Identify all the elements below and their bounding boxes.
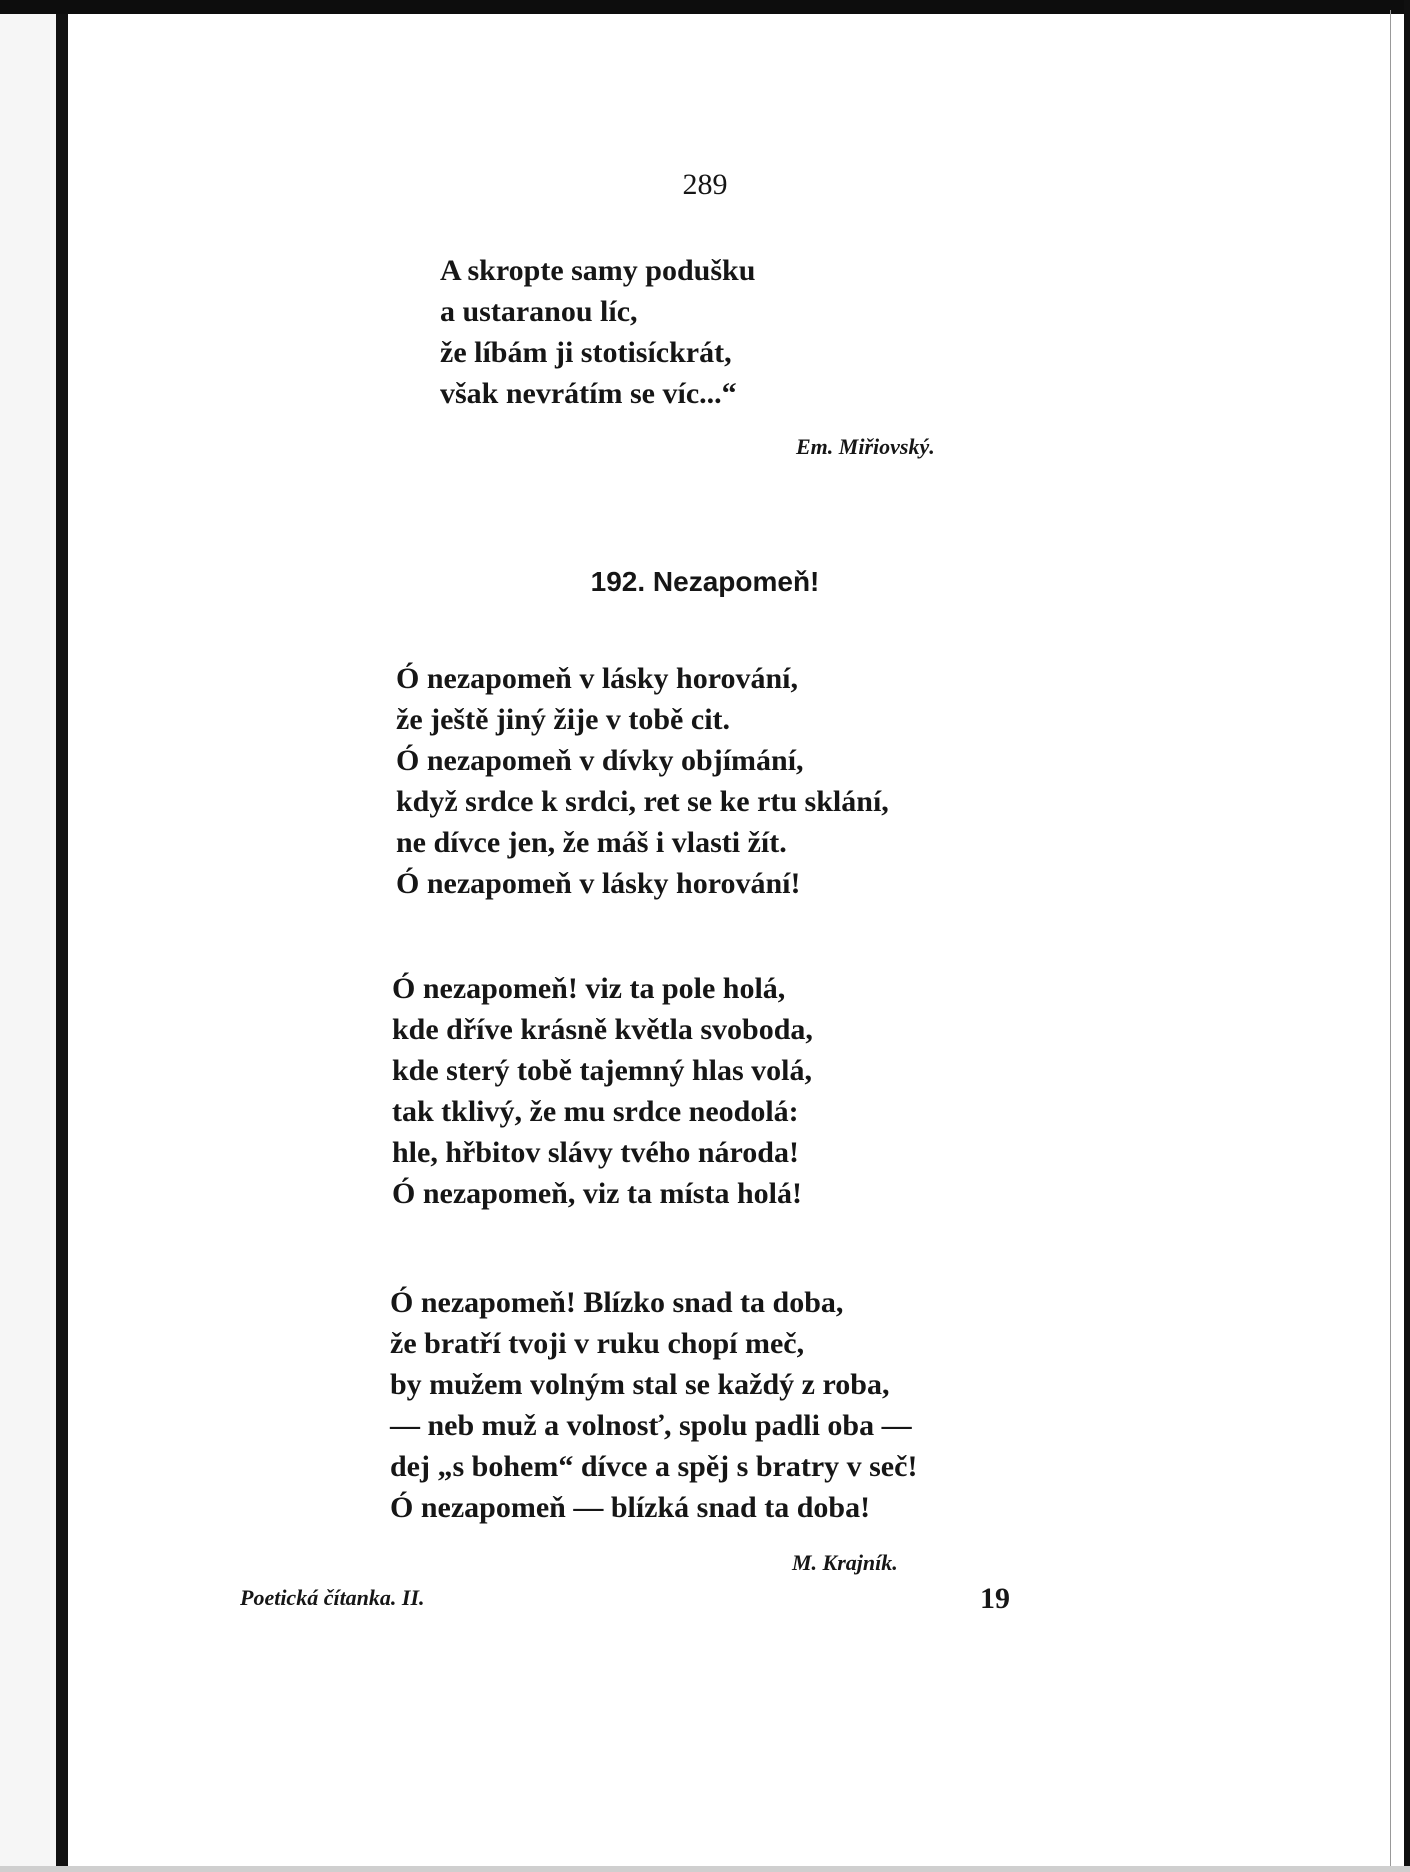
poem-line: dej „s bohem“ dívce a spěj s bratry v seč! xyxy=(390,1450,918,1483)
poem-line: Ó nezapomeň — blízká snad ta doba! xyxy=(390,1491,871,1524)
scan-left-margin xyxy=(0,0,60,1872)
poem2-stanza-2 xyxy=(392,968,813,1214)
poem-line: Ó nezapomeň v dívky objímání, xyxy=(396,744,804,777)
poem-line: by mužem volným stal se každý z roba, xyxy=(390,1368,890,1401)
poem2-title: 192. Nezapomeň! xyxy=(590,566,820,597)
poem-line: — neb muž a volnosť, spolu padli oba — xyxy=(390,1409,912,1442)
poem-line: Ó nezapomeň v lásky horování! xyxy=(396,867,801,900)
scan-binding-edge xyxy=(56,0,68,1872)
poem-line: hle, hřbitov slávy tvého národa! xyxy=(392,1136,799,1169)
poem-line: Ó nezapomeň! viz ta pole holá, xyxy=(392,972,786,1005)
poem1-stanza xyxy=(440,250,755,414)
poem1-author: Em. Miřiovský. xyxy=(796,434,935,459)
signature-number: 19 xyxy=(980,1582,1010,1615)
poem-line: však nevrátím se víc...“ xyxy=(440,377,737,410)
poem-line: že bratří tvoji v ruku chopí meč, xyxy=(390,1327,805,1360)
scan-page-edge xyxy=(1390,10,1391,1872)
poem2-stanza-1 xyxy=(396,658,889,904)
page-number: 289 xyxy=(682,168,728,201)
poem-line: kde dříve krásně květla svoboda, xyxy=(392,1013,813,1046)
scan-bottom-edge xyxy=(0,1866,1410,1872)
poem-line: když srdce k srdci, ret se ke rtu sklání, xyxy=(396,785,889,818)
book-title-footer: Poetická čítanka. II. xyxy=(240,1585,425,1610)
scan-right-edge xyxy=(1404,0,1410,1872)
poem-line: Ó nezapomeň v lásky horování, xyxy=(396,662,798,695)
poem2-stanza-3 xyxy=(390,1282,917,1528)
poem-line: tak tklivý, že mu srdce neodolá: xyxy=(392,1095,799,1128)
poem-line: že líbám ji stotisíckrát, xyxy=(440,336,732,369)
poem2-author: M. Krajník. xyxy=(792,1550,898,1575)
scan-top-edge xyxy=(0,0,1410,14)
poem-line: ne dívce jen, že máš i vlasti žít. xyxy=(396,826,787,859)
poem-line: a ustaranou líc, xyxy=(440,295,638,328)
poem-line: kde sterý tobě tajemný hlas volá, xyxy=(392,1054,812,1087)
poem-line: A skropte samy podušku xyxy=(440,254,756,287)
poem-line: že ještě jiný žije v tobě cit. xyxy=(396,703,731,736)
poem-line: Ó nezapomeň! Blízko snad ta doba, xyxy=(390,1286,844,1319)
poem-line: Ó nezapomeň, viz ta místa holá! xyxy=(392,1177,802,1210)
